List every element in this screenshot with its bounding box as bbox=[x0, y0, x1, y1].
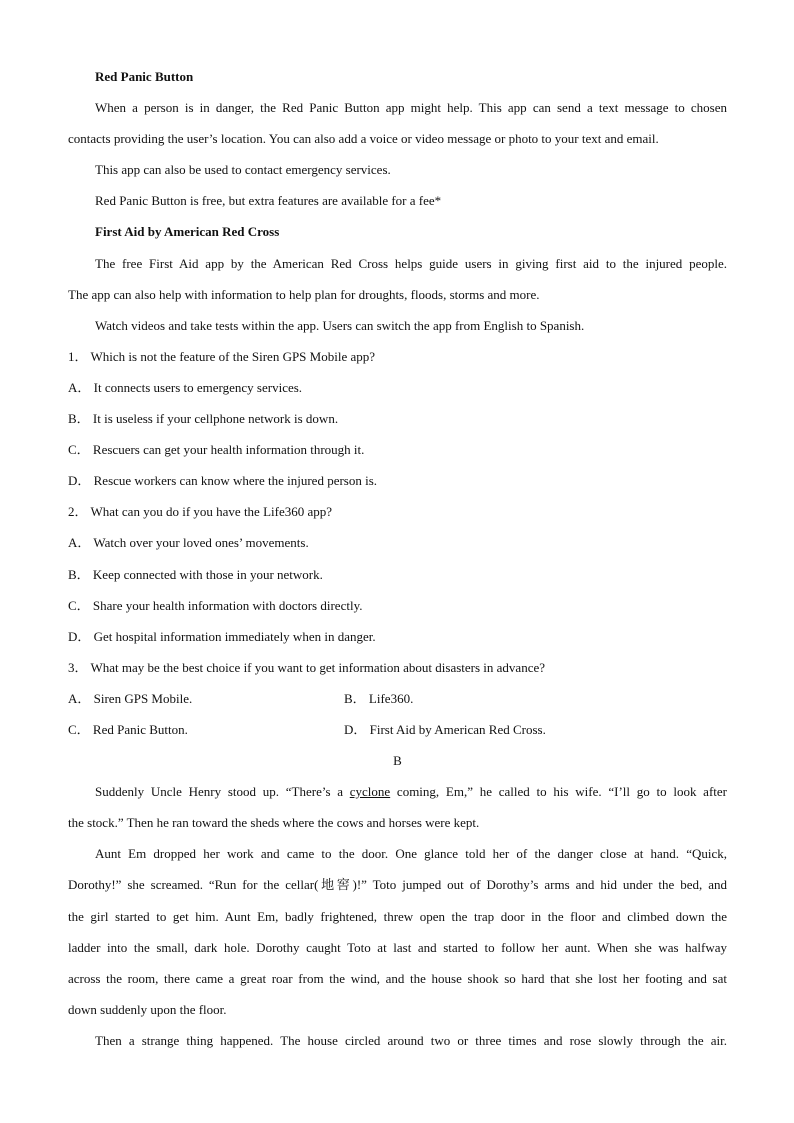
answer-option: D． First Aid by American Red Cross. bbox=[344, 721, 546, 737]
answer-option: C． Rescuers can get your health information through it. bbox=[68, 442, 365, 458]
paragraph-line: This app can also be used to contact emergency services. bbox=[95, 162, 391, 178]
section-label: B bbox=[393, 753, 402, 769]
answer-option: D． Get hospital information immediately when in danger. bbox=[68, 628, 376, 644]
underlined-word: cyclone bbox=[349, 784, 391, 800]
paragraph-line: the girl started to get him. Aunt Em, badly frightened, threw open the trap door in the floor and climbed down the bbox=[68, 908, 727, 924]
answer-option: C． Share your health information with doctors directly. bbox=[68, 597, 363, 613]
app-title-first-aid: First Aid by American Red Cross bbox=[95, 224, 280, 240]
answer-option: A． It connects users to emergency services. bbox=[68, 379, 303, 395]
paragraph-line: ladder into the small, dark hole. Dorothy caught Toto at last and started to follow her aunt. When she was halfway bbox=[68, 939, 727, 955]
paragraph-line: Red Panic Button is free, but extra features are available for a fee* bbox=[95, 193, 442, 209]
answer-option: B． It is useless if your cellphone network is down. bbox=[68, 411, 339, 427]
paragraph-line: contacts providing the user’s location. You can also add a voice or video message or photo to your text and email. bbox=[68, 131, 659, 147]
paragraph-line: Dorothy!” she screamed. “Run for the cellar(地窖)!” Toto jumped out of Dorothy’s arms and hid under the bed, and bbox=[68, 877, 727, 893]
question-stem: 3． What may be the best choice if you want to get information about disasters in advance? bbox=[68, 659, 546, 675]
paragraph-line bbox=[68, 781, 727, 812]
answer-option: D． Rescue workers can know where the injured person is. bbox=[68, 473, 378, 489]
document-page bbox=[68, 66, 727, 1061]
paragraph-line: Watch videos and take tests within the app. Users can switch the app from English to Spanish. bbox=[95, 317, 585, 333]
paragraph-line: Aunt Em dropped her work and came to the door. One glance told her of the danger close at hand. “Quick, bbox=[95, 846, 727, 862]
app-title-red-panic-button: Red Panic Button bbox=[95, 69, 194, 84]
options-row bbox=[68, 688, 727, 719]
answer-option: C． Red Panic Button. bbox=[68, 721, 188, 737]
paragraph-line: down suddenly upon the floor. bbox=[68, 1001, 227, 1017]
paragraph-line: the stock.” Then he ran toward the sheds where the cows and horses were kept. bbox=[68, 815, 480, 831]
text-span: coming, Em,” he called to his wife. “I’ll go to look after bbox=[390, 784, 727, 800]
paragraph-line: Then a strange thing happened. The house circled around two or three times and rose slowly through the air. bbox=[95, 1032, 727, 1048]
paragraph-line: The app can also help with information to help plan for droughts, floods, storms and more. bbox=[68, 286, 540, 302]
paragraph-line: The free First Aid app by the American Red Cross helps guide users in giving first aid to the injured people. bbox=[95, 255, 727, 271]
paragraph-line: across the room, there came a great roar from the wind, and the house shook so hard that she lost her footing and sat bbox=[68, 970, 727, 986]
paragraph-line: When a person is in danger, the Red Panic Button app might help. This app can send a text message to chosen bbox=[95, 100, 727, 116]
answer-option: A． Siren GPS Mobile. bbox=[68, 690, 193, 706]
question-stem: 1． Which is not the feature of the Siren GPS Mobile app? bbox=[68, 348, 376, 364]
answer-option: B． Keep connected with those in your network. bbox=[68, 566, 323, 582]
answer-option: B． Life360. bbox=[344, 690, 414, 706]
answer-option: A． Watch over your loved ones’ movements. bbox=[68, 535, 309, 551]
options-row bbox=[68, 719, 727, 750]
text-span: Suddenly Uncle Henry stood up. “There’s a bbox=[95, 784, 350, 800]
question-stem: 2． What can you do if you have the Life360 app? bbox=[68, 504, 333, 520]
